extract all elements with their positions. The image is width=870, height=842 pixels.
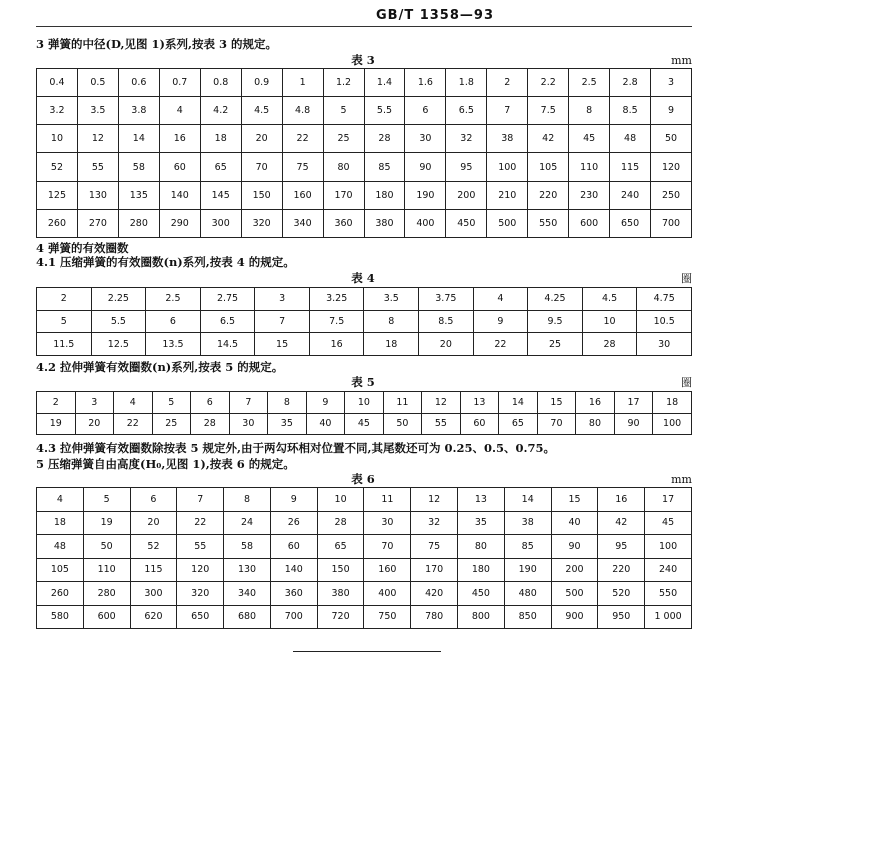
- table-cell: 160: [282, 181, 323, 209]
- table-cell: 240: [610, 181, 651, 209]
- table-cell: 9: [270, 488, 317, 512]
- table-row: [37, 558, 692, 582]
- table-cell: 125: [37, 181, 78, 209]
- table-cell: 45: [569, 125, 610, 153]
- table-cell: 22: [177, 511, 224, 535]
- end-rule: [293, 651, 441, 652]
- table-cell: 13: [458, 488, 505, 512]
- table-cell: 20: [130, 511, 177, 535]
- table-cell: 70: [537, 413, 576, 435]
- table-4: [36, 287, 692, 356]
- table-row: [37, 69, 692, 97]
- table-cell: 12: [77, 125, 118, 153]
- table-cell: 300: [200, 209, 241, 237]
- table-cell: 700: [651, 209, 692, 237]
- table-cell: 25: [323, 125, 364, 153]
- table-cell: 7: [255, 310, 310, 333]
- table-cell: 52: [130, 535, 177, 559]
- table-cell: 55: [77, 153, 118, 181]
- table-cell: 750: [364, 605, 411, 629]
- table-cell: 4.8: [282, 97, 323, 125]
- table-cell: 200: [446, 181, 487, 209]
- table-cell: 7: [487, 97, 528, 125]
- table-cell: 240: [645, 558, 692, 582]
- table-cell: 2.2: [528, 69, 569, 97]
- table-cell: 30: [229, 413, 268, 435]
- table-cell: 3.8: [118, 97, 159, 125]
- table-cell: 2.5: [569, 69, 610, 97]
- table-cell: 4.75: [637, 288, 692, 311]
- table-cell: 270: [77, 209, 118, 237]
- table-row: [37, 488, 692, 512]
- table-cell: 10: [317, 488, 364, 512]
- table-cell: 20: [75, 413, 114, 435]
- table-cell: 120: [651, 153, 692, 181]
- table-cell: 90: [614, 413, 653, 435]
- table-cell: 30: [405, 125, 446, 153]
- table-cell: 1.2: [323, 69, 364, 97]
- table-cell: 190: [504, 558, 551, 582]
- table-cell: 30: [364, 511, 411, 535]
- table-cell: 320: [177, 582, 224, 606]
- table-cell: 280: [118, 209, 159, 237]
- table-cell: 105: [528, 153, 569, 181]
- table-cell: 40: [306, 413, 345, 435]
- table-cell: 11.5: [37, 333, 92, 356]
- table-cell: 600: [569, 209, 610, 237]
- table-cell: 780: [411, 605, 458, 629]
- table-cell: 55: [177, 535, 224, 559]
- table-cell: 4: [37, 488, 84, 512]
- table-cell: 25: [528, 333, 583, 356]
- table-cell: 520: [598, 582, 645, 606]
- table-cell: 130: [77, 181, 118, 209]
- table-cell: 85: [504, 535, 551, 559]
- table-cell: 14: [504, 488, 551, 512]
- table-cell: 210: [487, 181, 528, 209]
- table-cell: 170: [411, 558, 458, 582]
- table-cell: 85: [364, 153, 405, 181]
- table-cell: 16: [576, 392, 615, 414]
- table-3-caption: 表 3: [351, 53, 375, 67]
- table-cell: 170: [323, 181, 364, 209]
- section-4-3-text: 4.3 拉伸弹簧有效圈数除按表 5 规定外,由于两勾环相对位置不同,其尾数还可为 0.25、0.5、0.75。: [36, 441, 556, 455]
- table-cell: 145: [200, 181, 241, 209]
- table-cell: 95: [598, 535, 645, 559]
- table-cell: 5.5: [364, 97, 405, 125]
- table-cell: 3: [651, 69, 692, 97]
- table-cell: 19: [37, 413, 76, 435]
- table-cell: 340: [282, 209, 323, 237]
- table-cell: 30: [637, 333, 692, 356]
- table-row: [37, 333, 692, 356]
- table-cell: 180: [458, 558, 505, 582]
- table-cell: 80: [458, 535, 505, 559]
- table-cell: 18: [37, 511, 84, 535]
- table-cell: 8: [364, 310, 419, 333]
- table-cell: 1: [282, 69, 323, 97]
- table-cell: 8.5: [610, 97, 651, 125]
- table-cell: 13: [460, 392, 499, 414]
- table-cell: 11: [364, 488, 411, 512]
- table-cell: 14: [499, 392, 538, 414]
- table-cell: 650: [610, 209, 651, 237]
- table-cell: 230: [569, 181, 610, 209]
- table-cell: 140: [159, 181, 200, 209]
- table-cell: 0.4: [37, 69, 78, 97]
- table-cell: 58: [118, 153, 159, 181]
- table-cell: 70: [364, 535, 411, 559]
- table-cell: 32: [411, 511, 458, 535]
- table-cell: 14: [118, 125, 159, 153]
- table-cell: 450: [458, 582, 505, 606]
- table-cell: 28: [582, 333, 637, 356]
- table-cell: 380: [364, 209, 405, 237]
- table-cell: 0.8: [200, 69, 241, 97]
- table-cell: 220: [598, 558, 645, 582]
- table-cell: 6: [146, 310, 201, 333]
- table-cell: 6.5: [200, 310, 255, 333]
- table-cell: 9: [473, 310, 528, 333]
- table-cell: 900: [551, 605, 598, 629]
- table-cell: 35: [458, 511, 505, 535]
- section-4-heading: 4 弹簧的有效圈数: [36, 241, 129, 255]
- table-cell: 150: [317, 558, 364, 582]
- table-cell: 160: [364, 558, 411, 582]
- table-cell: 10: [37, 125, 78, 153]
- table-cell: 25: [152, 413, 191, 435]
- table-cell: 400: [405, 209, 446, 237]
- table-cell: 260: [37, 209, 78, 237]
- table-cell: 220: [528, 181, 569, 209]
- table-cell: 8: [268, 392, 307, 414]
- table-cell: 650: [177, 605, 224, 629]
- table-cell: 400: [364, 582, 411, 606]
- table-cell: 100: [487, 153, 528, 181]
- table-cell: 580: [37, 605, 84, 629]
- table-cell: 4: [159, 97, 200, 125]
- table-row: [37, 125, 692, 153]
- table-cell: 1.8: [446, 69, 487, 97]
- table-cell: 60: [270, 535, 317, 559]
- table-cell: 380: [317, 582, 364, 606]
- table-cell: 18: [653, 392, 692, 414]
- table-cell: 12: [411, 488, 458, 512]
- table-cell: 52: [37, 153, 78, 181]
- table-cell: 3: [255, 288, 310, 311]
- table-cell: 17: [645, 488, 692, 512]
- table-cell: 0.5: [77, 69, 118, 97]
- table-cell: 4.2: [200, 97, 241, 125]
- table-cell: 38: [487, 125, 528, 153]
- table-cell: 65: [200, 153, 241, 181]
- table-cell: 7: [177, 488, 224, 512]
- table-row: [37, 153, 692, 181]
- section-4-2-heading: 4.2 拉伸弹簧有效圈数(n)系列,按表 5 的规定。: [36, 360, 284, 374]
- table-cell: 50: [83, 535, 130, 559]
- table-cell: 40: [551, 511, 598, 535]
- table-cell: 50: [651, 125, 692, 153]
- table-cell: 58: [224, 535, 271, 559]
- table-cell: 2.5: [146, 288, 201, 311]
- table-row: [37, 209, 692, 237]
- table-cell: 12.5: [91, 333, 146, 356]
- table-cell: 4.25: [528, 288, 583, 311]
- table-cell: 550: [528, 209, 569, 237]
- table-cell: 950: [598, 605, 645, 629]
- table-row: [37, 310, 692, 333]
- table-cell: 0.7: [159, 69, 200, 97]
- table-cell: 3.5: [364, 288, 419, 311]
- table-cell: 5: [152, 392, 191, 414]
- table-4-caption: 表 4: [351, 271, 375, 285]
- table-cell: 100: [653, 413, 692, 435]
- table-cell: 4.5: [582, 288, 637, 311]
- table-row: [37, 181, 692, 209]
- table-row: [37, 605, 692, 629]
- table-cell: 190: [405, 181, 446, 209]
- table-cell: 3.5: [77, 97, 118, 125]
- table-cell: 3.2: [37, 97, 78, 125]
- table-6: [36, 487, 692, 629]
- table-cell: 8: [569, 97, 610, 125]
- table-cell: 22: [473, 333, 528, 356]
- table-cell: 250: [651, 181, 692, 209]
- table-row: [37, 413, 692, 435]
- table-cell: 42: [528, 125, 569, 153]
- table-cell: 8.5: [419, 310, 474, 333]
- table-cell: 150: [241, 181, 282, 209]
- table-cell: 60: [159, 153, 200, 181]
- table-cell: 5.5: [91, 310, 146, 333]
- table-cell: 2.8: [610, 69, 651, 97]
- table-cell: 18: [200, 125, 241, 153]
- table-5-caption: 表 5: [351, 375, 375, 389]
- table-cell: 22: [114, 413, 153, 435]
- table-cell: 720: [317, 605, 364, 629]
- table-row: [37, 582, 692, 606]
- table-cell: 95: [446, 153, 487, 181]
- table-cell: 480: [504, 582, 551, 606]
- table-cell: 2: [487, 69, 528, 97]
- table-cell: 65: [317, 535, 364, 559]
- table-cell: 6.5: [446, 97, 487, 125]
- table-cell: 2.75: [200, 288, 255, 311]
- table-cell: 3.25: [309, 288, 364, 311]
- table-cell: 420: [411, 582, 458, 606]
- table-cell: 13.5: [146, 333, 201, 356]
- table-cell: 90: [405, 153, 446, 181]
- table-cell: 500: [551, 582, 598, 606]
- table-cell: 19: [83, 511, 130, 535]
- table-cell: 100: [645, 535, 692, 559]
- table-cell: 1 000: [645, 605, 692, 629]
- table-cell: 4: [114, 392, 153, 414]
- table-cell: 75: [411, 535, 458, 559]
- table-5-unit: 圈: [681, 376, 692, 389]
- table-cell: 1.4: [364, 69, 405, 97]
- table-cell: 5: [83, 488, 130, 512]
- table-cell: 16: [159, 125, 200, 153]
- table-cell: 16: [309, 333, 364, 356]
- table-cell: 55: [422, 413, 461, 435]
- table-cell: 16: [598, 488, 645, 512]
- table-cell: 28: [364, 125, 405, 153]
- table-cell: 680: [224, 605, 271, 629]
- table-cell: 620: [130, 605, 177, 629]
- table-cell: 300: [130, 582, 177, 606]
- table-cell: 10: [345, 392, 384, 414]
- table-6-caption: 表 6: [351, 472, 375, 486]
- table-cell: 115: [130, 558, 177, 582]
- table-cell: 11: [383, 392, 422, 414]
- table-4-unit: 圈: [681, 272, 692, 285]
- section-4-1-heading: 4.1 压缩弹簧的有效圈数(n)系列,按表 4 的规定。: [36, 255, 295, 269]
- table-cell: 26: [270, 511, 317, 535]
- table-cell: 15: [537, 392, 576, 414]
- table-cell: 9.5: [528, 310, 583, 333]
- table-cell: 65: [499, 413, 538, 435]
- table-row: [37, 288, 692, 311]
- table-cell: 0.6: [118, 69, 159, 97]
- table-cell: 14.5: [200, 333, 255, 356]
- table-cell: 22: [282, 125, 323, 153]
- table-cell: 110: [83, 558, 130, 582]
- table-row: [37, 392, 692, 414]
- table-row: [37, 511, 692, 535]
- table-cell: 15: [551, 488, 598, 512]
- table-cell: 5: [323, 97, 364, 125]
- table-cell: 80: [576, 413, 615, 435]
- table-cell: 50: [383, 413, 422, 435]
- table-5: [36, 391, 692, 435]
- table-cell: 70: [241, 153, 282, 181]
- table-cell: 24: [224, 511, 271, 535]
- document-header: GB/T 1358—93: [376, 8, 494, 23]
- table-cell: 17: [614, 392, 653, 414]
- table-cell: 7.5: [528, 97, 569, 125]
- table-cell: 4: [473, 288, 528, 311]
- table-cell: 42: [598, 511, 645, 535]
- table-cell: 1.6: [405, 69, 446, 97]
- table-cell: 45: [645, 511, 692, 535]
- table-3: [36, 68, 692, 238]
- table-cell: 28: [191, 413, 230, 435]
- table-cell: 200: [551, 558, 598, 582]
- table-cell: 28: [317, 511, 364, 535]
- table-cell: 290: [159, 209, 200, 237]
- table-cell: 850: [504, 605, 551, 629]
- table-cell: 120: [177, 558, 224, 582]
- table-cell: 32: [446, 125, 487, 153]
- table-cell: 260: [37, 582, 84, 606]
- table-cell: 500: [487, 209, 528, 237]
- table-cell: 360: [270, 582, 317, 606]
- table-cell: 3: [75, 392, 114, 414]
- table-cell: 2.25: [91, 288, 146, 311]
- table-cell: 48: [37, 535, 84, 559]
- table-cell: 7.5: [309, 310, 364, 333]
- table-cell: 38: [504, 511, 551, 535]
- table-cell: 115: [610, 153, 651, 181]
- table-cell: 110: [569, 153, 610, 181]
- section-3-heading: 3 弹簧的中径(D,见图 1)系列,按表 3 的规定。: [36, 37, 277, 51]
- table-cell: 140: [270, 558, 317, 582]
- table-cell: 9: [306, 392, 345, 414]
- table-cell: 4.5: [241, 97, 282, 125]
- table-cell: 340: [224, 582, 271, 606]
- table-cell: 2: [37, 392, 76, 414]
- table-cell: 20: [241, 125, 282, 153]
- table-cell: 600: [83, 605, 130, 629]
- table-cell: 80: [323, 153, 364, 181]
- table-6-unit: mm: [671, 473, 692, 486]
- table-cell: 10.5: [637, 310, 692, 333]
- table-cell: 360: [323, 209, 364, 237]
- table-cell: 3.75: [419, 288, 474, 311]
- table-cell: 180: [364, 181, 405, 209]
- table-cell: 2: [37, 288, 92, 311]
- section-5-heading: 5 压缩弹簧自由高度(H₀,见图 1),按表 6 的规定。: [36, 457, 295, 471]
- table-cell: 130: [224, 558, 271, 582]
- table-cell: 6: [405, 97, 446, 125]
- table-cell: 550: [645, 582, 692, 606]
- table-cell: 90: [551, 535, 598, 559]
- table-cell: 105: [37, 558, 84, 582]
- table-cell: 12: [422, 392, 461, 414]
- table-cell: 6: [130, 488, 177, 512]
- table-cell: 35: [268, 413, 307, 435]
- table-cell: 7: [229, 392, 268, 414]
- table-cell: 75: [282, 153, 323, 181]
- header-rule: [36, 26, 692, 27]
- table-cell: 0.9: [241, 69, 282, 97]
- table-row: [37, 97, 692, 125]
- table-row: [37, 535, 692, 559]
- table-cell: 60: [460, 413, 499, 435]
- table-cell: 20: [419, 333, 474, 356]
- table-3-unit: mm: [671, 54, 692, 67]
- table-cell: 8: [224, 488, 271, 512]
- table-cell: 48: [610, 125, 651, 153]
- table-cell: 450: [446, 209, 487, 237]
- table-cell: 700: [270, 605, 317, 629]
- table-cell: 280: [83, 582, 130, 606]
- table-cell: 45: [345, 413, 384, 435]
- table-cell: 9: [651, 97, 692, 125]
- table-cell: 320: [241, 209, 282, 237]
- table-cell: 5: [37, 310, 92, 333]
- table-cell: 800: [458, 605, 505, 629]
- table-cell: 15: [255, 333, 310, 356]
- table-cell: 18: [364, 333, 419, 356]
- table-cell: 10: [582, 310, 637, 333]
- table-cell: 6: [191, 392, 230, 414]
- table-cell: 135: [118, 181, 159, 209]
